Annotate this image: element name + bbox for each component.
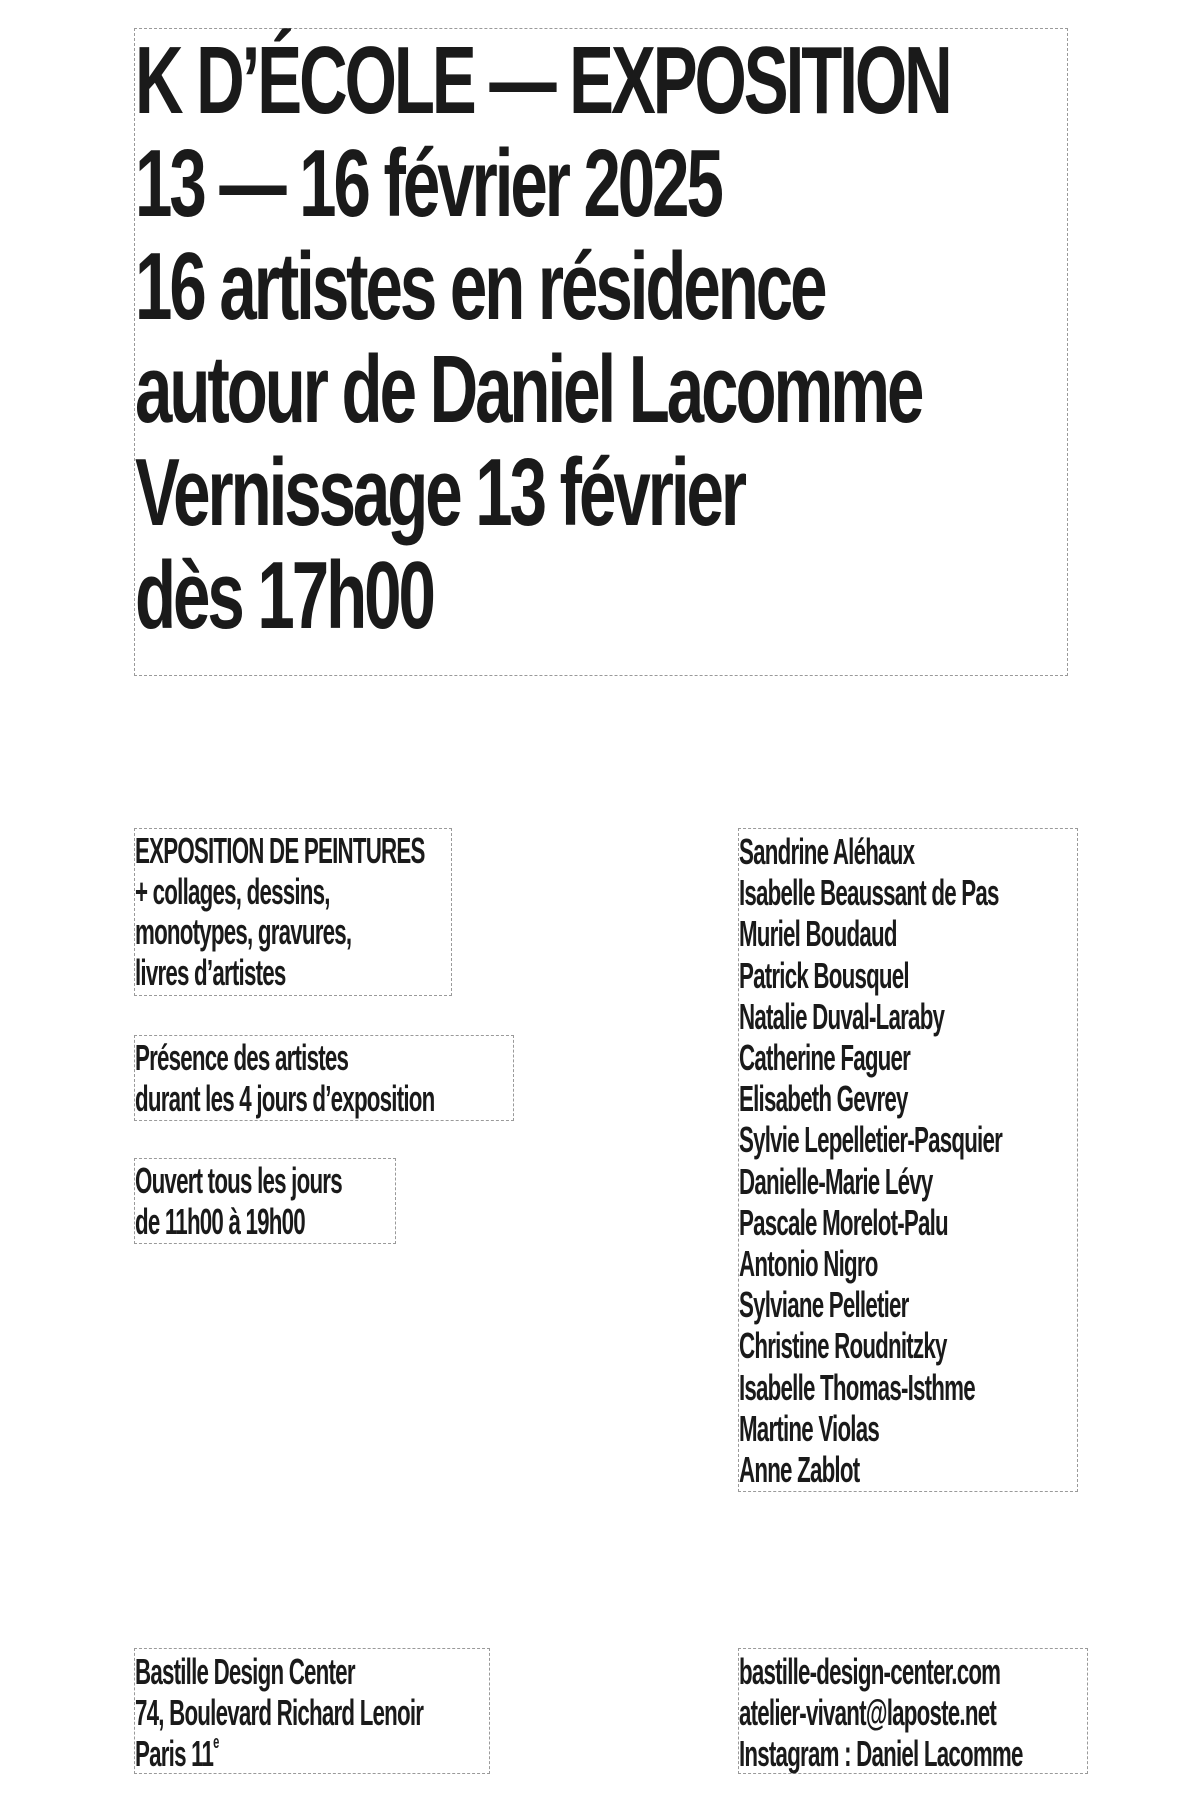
- presence-line: Présence des artistes: [135, 1037, 349, 1078]
- artist-name: Martine Violas: [739, 1407, 879, 1449]
- description-line: monotypes, gravures,: [135, 911, 352, 952]
- artists-list: [739, 831, 1002, 1490]
- email-link[interactable]: atelier-vivant@laposte.net: [739, 1692, 996, 1733]
- venue-city-text: Paris 11: [135, 1733, 214, 1774]
- contact-text: [739, 1651, 1023, 1774]
- contact-frame[interactable]: [738, 1648, 1088, 1774]
- headline-text: [135, 29, 950, 647]
- artist-name: Anne Zablot: [739, 1449, 860, 1491]
- opening-hours-line: de 11h00 à 19h00: [135, 1200, 305, 1242]
- artist-name: Isabelle Beaussant de Pas: [739, 872, 999, 914]
- headline-line-vernissage: Vernissage 13 février: [135, 439, 744, 546]
- artist-name: Sandrine Aléhaux: [739, 831, 915, 872]
- artist-name: Elisabeth Gevrey: [739, 1078, 908, 1120]
- opening-hours-text: [135, 1161, 342, 1242]
- headline-line-title: K D’ÉCOLE — EXPOSITION: [135, 27, 950, 134]
- presence-text: [135, 1038, 434, 1119]
- artist-name: Pascale Morelot-Palu: [739, 1201, 948, 1243]
- headline-line-dates: 13 — 16 février 2025: [135, 130, 721, 237]
- address-text: [135, 1651, 423, 1774]
- artist-name: Christine Roudnitzky: [739, 1325, 947, 1367]
- artist-name: Antonio Nigro: [739, 1243, 878, 1285]
- headline-line-time: dès 17h00: [135, 542, 433, 649]
- description-frame[interactable]: [134, 828, 452, 996]
- opening-hours-frame[interactable]: [134, 1158, 396, 1244]
- artist-name: Sylvie Lepelletier-Pasquier: [739, 1119, 1003, 1161]
- headline-line-artists: 16 artistes en résidence: [135, 233, 825, 340]
- artist-name: Sylviane Pelletier: [739, 1284, 909, 1326]
- presence-frame[interactable]: [134, 1035, 514, 1121]
- venue-name: Bastille Design Center: [135, 1651, 355, 1692]
- address-frame[interactable]: [134, 1648, 490, 1774]
- description-line: EXPOSITION DE PEINTURES: [135, 830, 425, 871]
- artist-name: Danielle-Marie Lévy: [739, 1160, 933, 1202]
- venue-city-superscript: e: [213, 1732, 219, 1752]
- headline-line-around: autour de Daniel Lacomme: [135, 336, 922, 443]
- artist-name: Isabelle Thomas-Isthme: [739, 1366, 975, 1408]
- artists-list-frame[interactable]: [738, 828, 1078, 1492]
- venue-street: 74, Boulevard Richard Lenoir: [135, 1692, 424, 1733]
- website-link[interactable]: bastille-design-center.com: [739, 1651, 1001, 1692]
- description-line: + collages, dessins,: [135, 870, 330, 912]
- artist-name: Catherine Faguer: [739, 1037, 911, 1079]
- artist-name: Natalie Duval-Laraby: [739, 995, 945, 1037]
- description-text: [135, 831, 425, 993]
- instagram-link[interactable]: Instagram : Daniel Lacomme: [739, 1733, 1023, 1774]
- artist-name: Muriel Boudaud: [739, 913, 897, 955]
- opening-hours-line: Ouvert tous les jours: [135, 1160, 342, 1201]
- description-line: livres d’artistes: [135, 951, 286, 993]
- headline-frame[interactable]: [134, 28, 1068, 676]
- venue-city: [135, 1733, 423, 1774]
- presence-line: durant les 4 jours d’exposition: [135, 1077, 435, 1119]
- artist-name: Patrick Bousquel: [739, 954, 909, 996]
